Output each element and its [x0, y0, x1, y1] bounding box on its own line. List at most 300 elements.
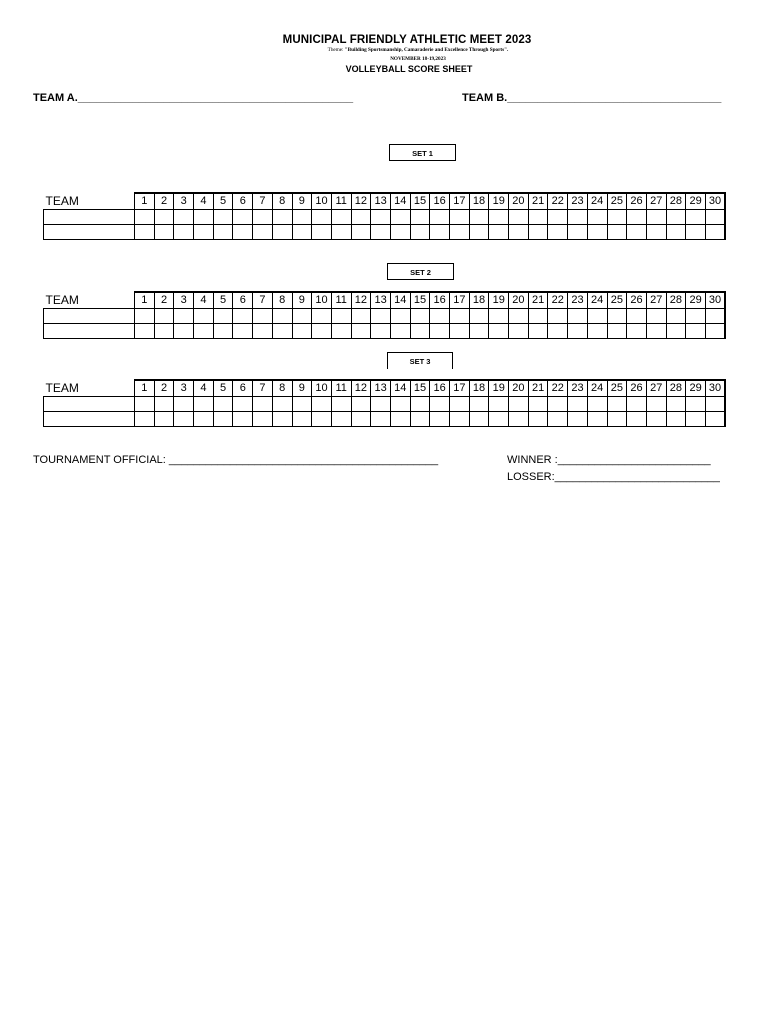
score-cell[interactable]	[371, 309, 391, 324]
tournament-official-field[interactable]: TOURNAMENT OFFICIAL: ____________________________________________	[33, 454, 439, 466]
score-cell[interactable]	[568, 210, 588, 225]
score-cell[interactable]	[548, 397, 568, 412]
score-cell[interactable]	[312, 397, 332, 412]
score-cell[interactable]	[233, 397, 253, 412]
score-column-header: 16	[430, 193, 450, 210]
set-3-label: SET 3	[387, 352, 453, 369]
score-column-header: 19	[489, 292, 509, 309]
set-1-label: SET 1	[389, 144, 456, 161]
score-cell[interactable]	[174, 324, 194, 339]
theme-text: "Building Sportsmanship, Camaraderie and Excellence Through Sports".	[344, 47, 509, 53]
score-cell[interactable]	[587, 210, 607, 225]
score-cell[interactable]	[509, 210, 529, 225]
score-column-header: 22	[548, 292, 568, 309]
score-cell[interactable]	[528, 225, 548, 240]
score-cell[interactable]	[548, 324, 568, 339]
score-cell[interactable]	[568, 412, 588, 427]
score-column-header: 5	[213, 193, 233, 210]
score-column-header: 3	[174, 380, 194, 397]
score-cell[interactable]	[154, 210, 174, 225]
team-score-row	[44, 225, 726, 240]
team-name-cell[interactable]	[44, 225, 135, 240]
score-cell[interactable]	[548, 309, 568, 324]
score-cell[interactable]	[430, 324, 450, 339]
score-cell[interactable]	[331, 412, 351, 427]
score-cell[interactable]	[194, 397, 214, 412]
score-cell[interactable]	[312, 324, 332, 339]
set-2-label: SET 2	[387, 263, 454, 280]
score-cell[interactable]	[450, 397, 470, 412]
score-column-header: 15	[410, 193, 430, 210]
score-column-header: 28	[666, 193, 686, 210]
score-column-header: 2	[154, 380, 174, 397]
score-cell[interactable]	[371, 210, 391, 225]
score-column-header: 1	[135, 292, 155, 309]
score-cell[interactable]	[607, 412, 627, 427]
score-column-header: 13	[371, 380, 391, 397]
score-cell[interactable]	[194, 309, 214, 324]
score-cell[interactable]	[371, 412, 391, 427]
score-cell[interactable]	[390, 210, 410, 225]
score-column-header: 18	[469, 380, 489, 397]
score-cell[interactable]	[410, 210, 430, 225]
score-cell[interactable]	[509, 397, 529, 412]
score-cell[interactable]	[135, 309, 155, 324]
score-column-header: 8	[272, 292, 292, 309]
score-cell[interactable]	[450, 412, 470, 427]
score-column-header: 8	[272, 380, 292, 397]
score-column-header: 17	[450, 292, 470, 309]
score-cell[interactable]	[430, 397, 450, 412]
score-cell[interactable]	[312, 210, 332, 225]
score-column-header: 30	[705, 380, 725, 397]
score-cell[interactable]	[686, 309, 706, 324]
score-cell[interactable]	[686, 210, 706, 225]
score-cell[interactable]	[587, 309, 607, 324]
team-score-row	[44, 397, 726, 412]
score-column-header: 28	[666, 380, 686, 397]
score-column-header: 29	[686, 292, 706, 309]
score-cell[interactable]	[450, 309, 470, 324]
score-cell[interactable]	[312, 412, 332, 427]
score-column-header: 20	[509, 380, 529, 397]
score-cell[interactable]	[135, 412, 155, 427]
score-cell[interactable]	[174, 225, 194, 240]
score-cell[interactable]	[371, 225, 391, 240]
score-column-header: 21	[528, 193, 548, 210]
score-cell[interactable]	[292, 412, 312, 427]
score-cell[interactable]	[253, 225, 273, 240]
score-cell[interactable]	[450, 210, 470, 225]
score-cell[interactable]	[154, 412, 174, 427]
team-name-cell[interactable]	[44, 397, 135, 412]
theme-label: Theme:	[327, 47, 345, 53]
score-cell[interactable]	[528, 412, 548, 427]
score-cell[interactable]	[312, 225, 332, 240]
score-column-header: 20	[509, 292, 529, 309]
score-cell[interactable]	[607, 210, 627, 225]
score-cell[interactable]	[390, 412, 410, 427]
score-cell[interactable]	[469, 397, 489, 412]
score-cell[interactable]	[213, 412, 233, 427]
score-cell[interactable]	[135, 397, 155, 412]
sheet-subtitle: VOLLEYBALL SCORE SHEET	[345, 64, 473, 74]
score-column-header: 6	[233, 380, 253, 397]
score-column-header: 16	[430, 380, 450, 397]
score-column-header: 17	[450, 193, 470, 210]
score-cell[interactable]	[686, 324, 706, 339]
score-column-header: 5	[213, 380, 233, 397]
score-column-header: 19	[489, 380, 509, 397]
score-cell[interactable]	[666, 412, 686, 427]
score-column-header: 6	[233, 292, 253, 309]
score-cell[interactable]	[174, 397, 194, 412]
score-column-header: 23	[568, 292, 588, 309]
score-column-header: 4	[194, 380, 214, 397]
score-column-header: 30	[705, 292, 725, 309]
score-column-header: 11	[331, 292, 351, 309]
score-column-header: 26	[627, 380, 647, 397]
score-cell[interactable]	[312, 309, 332, 324]
score-column-header: 22	[548, 193, 568, 210]
team-score-row	[44, 412, 726, 427]
score-cell[interactable]	[587, 324, 607, 339]
score-column-header: 2	[154, 292, 174, 309]
score-cell[interactable]	[666, 309, 686, 324]
score-column-header: 10	[312, 380, 332, 397]
score-column-header: 21	[528, 380, 548, 397]
score-cell[interactable]	[213, 225, 233, 240]
score-column-header: 2	[154, 193, 174, 210]
score-column-header: 13	[371, 292, 391, 309]
score-cell[interactable]	[469, 324, 489, 339]
score-column-header: 15	[410, 380, 430, 397]
score-cell[interactable]	[331, 309, 351, 324]
score-cell[interactable]	[489, 225, 509, 240]
team-name-cell[interactable]	[44, 412, 135, 427]
score-column-header: 10	[312, 292, 332, 309]
team-name-cell[interactable]	[44, 324, 135, 339]
score-cell[interactable]	[568, 309, 588, 324]
score-column-header: 25	[607, 380, 627, 397]
score-cell[interactable]	[194, 412, 214, 427]
score-cell[interactable]	[627, 210, 647, 225]
score-column-header: 24	[587, 193, 607, 210]
score-cell[interactable]	[509, 309, 529, 324]
score-column-header: 4	[194, 193, 214, 210]
score-cell[interactable]	[390, 225, 410, 240]
score-cell[interactable]	[135, 324, 155, 339]
score-cell[interactable]	[646, 309, 666, 324]
score-cell[interactable]	[272, 225, 292, 240]
score-column-header: 24	[587, 380, 607, 397]
score-cell[interactable]	[528, 324, 548, 339]
score-cell[interactable]	[154, 225, 174, 240]
score-cell[interactable]	[390, 397, 410, 412]
score-cell[interactable]	[627, 324, 647, 339]
score-cell[interactable]	[450, 324, 470, 339]
score-column-header: 1	[135, 380, 155, 397]
score-cell[interactable]	[686, 225, 706, 240]
sheet-title: MUNICIPAL FRIENDLY ATHLETIC MEET 2023	[282, 34, 532, 46]
score-cell[interactable]	[292, 324, 312, 339]
score-cell[interactable]	[509, 324, 529, 339]
score-cell[interactable]	[548, 225, 568, 240]
score-cell[interactable]	[174, 210, 194, 225]
score-cell[interactable]	[587, 225, 607, 240]
score-cell[interactable]	[410, 324, 430, 339]
score-cell[interactable]	[469, 210, 489, 225]
score-cell[interactable]	[351, 225, 371, 240]
score-cell[interactable]	[292, 397, 312, 412]
score-cell[interactable]	[509, 412, 529, 427]
score-cell[interactable]	[351, 210, 371, 225]
score-cell[interactable]	[213, 397, 233, 412]
score-cell[interactable]	[568, 397, 588, 412]
score-cell[interactable]	[154, 397, 174, 412]
score-cell[interactable]	[666, 225, 686, 240]
score-cell[interactable]	[253, 324, 273, 339]
score-column-header: 24	[587, 292, 607, 309]
score-cell[interactable]	[154, 324, 174, 339]
score-cell[interactable]	[410, 225, 430, 240]
score-cell[interactable]	[272, 309, 292, 324]
team-column-header: TEAM	[44, 193, 135, 210]
score-cell[interactable]	[272, 412, 292, 427]
score-column-header: 5	[213, 292, 233, 309]
score-cell[interactable]	[607, 324, 627, 339]
score-column-header: 25	[607, 193, 627, 210]
score-column-header: 26	[627, 193, 647, 210]
score-cell[interactable]	[233, 309, 253, 324]
score-cell[interactable]	[548, 412, 568, 427]
score-cell[interactable]	[331, 324, 351, 339]
team-column-header: TEAM	[44, 292, 135, 309]
score-column-header: 14	[390, 292, 410, 309]
team-name-cell[interactable]	[44, 210, 135, 225]
score-cell[interactable]	[450, 225, 470, 240]
score-cell[interactable]	[686, 397, 706, 412]
score-column-header: 9	[292, 193, 312, 210]
score-cell[interactable]	[253, 412, 273, 427]
score-cell[interactable]	[646, 324, 666, 339]
score-column-header: 27	[646, 193, 666, 210]
score-cell[interactable]	[194, 210, 214, 225]
score-column-header: 29	[686, 193, 706, 210]
score-cell[interactable]	[213, 210, 233, 225]
score-column-header: 26	[627, 292, 647, 309]
score-cell[interactable]	[410, 309, 430, 324]
score-cell[interactable]	[646, 210, 666, 225]
score-cell[interactable]	[351, 412, 371, 427]
score-cell[interactable]	[154, 309, 174, 324]
score-cell[interactable]	[135, 210, 155, 225]
team-score-row	[44, 210, 726, 225]
score-cell[interactable]	[233, 412, 253, 427]
score-cell[interactable]	[587, 397, 607, 412]
score-column-header: 11	[331, 380, 351, 397]
score-cell[interactable]	[607, 225, 627, 240]
score-column-header: 18	[469, 193, 489, 210]
score-cell[interactable]	[351, 309, 371, 324]
score-column-header: 4	[194, 292, 214, 309]
score-cell[interactable]	[233, 225, 253, 240]
score-cell[interactable]	[272, 324, 292, 339]
score-cell[interactable]	[233, 324, 253, 339]
score-column-header: 12	[351, 193, 371, 210]
score-cell[interactable]	[430, 412, 450, 427]
score-column-header: 17	[450, 380, 470, 397]
winner-field[interactable]: WINNER :_________________________	[507, 454, 711, 466]
loser-field[interactable]: LOSSER:___________________________	[507, 471, 720, 483]
score-cell[interactable]	[568, 225, 588, 240]
score-cell[interactable]	[607, 309, 627, 324]
score-cell[interactable]	[292, 210, 312, 225]
score-column-header: 21	[528, 292, 548, 309]
score-column-header: 23	[568, 380, 588, 397]
score-column-header: 18	[469, 292, 489, 309]
score-cell[interactable]	[331, 225, 351, 240]
score-cell[interactable]	[627, 309, 647, 324]
score-cell[interactable]	[194, 225, 214, 240]
score-cell[interactable]	[686, 412, 706, 427]
score-column-header: 23	[568, 193, 588, 210]
score-cell[interactable]	[194, 324, 214, 339]
score-cell[interactable]	[272, 210, 292, 225]
score-cell[interactable]	[646, 225, 666, 240]
score-cell[interactable]	[705, 397, 725, 412]
team-name-cell[interactable]	[44, 309, 135, 324]
team-column-header: TEAM	[44, 380, 135, 397]
score-column-header: 12	[351, 292, 371, 309]
score-cell[interactable]	[528, 309, 548, 324]
score-cell[interactable]	[410, 412, 430, 427]
score-cell[interactable]	[489, 397, 509, 412]
score-column-header: 6	[233, 193, 253, 210]
score-column-header: 19	[489, 193, 509, 210]
score-cell[interactable]	[646, 397, 666, 412]
score-cell[interactable]	[469, 309, 489, 324]
score-cell[interactable]	[135, 225, 155, 240]
score-cell[interactable]	[528, 397, 548, 412]
score-cell[interactable]	[705, 412, 725, 427]
score-column-header: 13	[371, 193, 391, 210]
score-cell[interactable]	[509, 225, 529, 240]
score-cell[interactable]	[272, 397, 292, 412]
score-cell[interactable]	[646, 412, 666, 427]
team-score-row	[44, 324, 726, 339]
score-cell[interactable]	[331, 397, 351, 412]
team-a-field[interactable]: TEAM A._____________________________________________	[33, 92, 354, 104]
score-cell[interactable]	[489, 324, 509, 339]
score-column-header: 9	[292, 380, 312, 397]
score-column-header: 8	[272, 193, 292, 210]
score-cell[interactable]	[331, 210, 351, 225]
score-cell[interactable]	[371, 397, 391, 412]
score-cell[interactable]	[410, 397, 430, 412]
score-column-header: 11	[331, 193, 351, 210]
team-score-row	[44, 309, 726, 324]
score-column-header: 20	[509, 193, 529, 210]
score-cell[interactable]	[213, 309, 233, 324]
score-cell[interactable]	[469, 412, 489, 427]
score-column-header: 9	[292, 292, 312, 309]
score-column-header: 3	[174, 292, 194, 309]
score-column-header: 3	[174, 193, 194, 210]
score-column-header: 27	[646, 292, 666, 309]
team-b-field[interactable]: TEAM B.___________________________________	[462, 92, 722, 104]
score-cell[interactable]	[607, 397, 627, 412]
score-column-header: 30	[705, 193, 725, 210]
score-column-header: 14	[390, 193, 410, 210]
score-cell[interactable]	[292, 225, 312, 240]
score-column-header: 25	[607, 292, 627, 309]
score-cell[interactable]	[371, 324, 391, 339]
score-cell[interactable]	[587, 412, 607, 427]
score-cell[interactable]	[253, 210, 273, 225]
score-column-header: 22	[548, 380, 568, 397]
score-cell[interactable]	[253, 397, 273, 412]
event-date: NOVEMBER 18-19,2023	[390, 56, 446, 62]
score-cell[interactable]	[390, 324, 410, 339]
score-cell[interactable]	[292, 309, 312, 324]
score-cell[interactable]	[627, 412, 647, 427]
score-column-header: 12	[351, 380, 371, 397]
score-cell[interactable]	[666, 210, 686, 225]
score-cell[interactable]	[489, 210, 509, 225]
score-cell[interactable]	[627, 225, 647, 240]
set-1-grid	[43, 192, 726, 240]
score-cell[interactable]	[430, 309, 450, 324]
score-cell[interactable]	[528, 210, 548, 225]
score-column-header: 7	[253, 292, 273, 309]
score-column-header: 7	[253, 193, 273, 210]
score-column-header: 27	[646, 380, 666, 397]
theme-line	[0, 47, 768, 53]
score-cell[interactable]	[351, 397, 371, 412]
score-column-header: 7	[253, 380, 273, 397]
score-cell[interactable]	[489, 412, 509, 427]
score-column-header: 10	[312, 193, 332, 210]
score-cell[interactable]	[469, 225, 489, 240]
score-cell[interactable]	[351, 324, 371, 339]
score-cell[interactable]	[253, 309, 273, 324]
score-cell[interactable]	[430, 210, 450, 225]
score-cell[interactable]	[174, 309, 194, 324]
score-cell[interactable]	[627, 397, 647, 412]
score-cell[interactable]	[390, 309, 410, 324]
score-cell[interactable]	[489, 309, 509, 324]
score-cell[interactable]	[705, 309, 725, 324]
set-3-grid	[43, 379, 726, 427]
score-column-header: 29	[686, 380, 706, 397]
score-cell[interactable]	[430, 225, 450, 240]
score-cell[interactable]	[666, 397, 686, 412]
score-cell[interactable]	[705, 225, 725, 240]
score-cell[interactable]	[568, 324, 588, 339]
score-cell[interactable]	[174, 412, 194, 427]
score-column-header: 16	[430, 292, 450, 309]
score-cell[interactable]	[666, 324, 686, 339]
score-cell[interactable]	[233, 210, 253, 225]
score-cell[interactable]	[213, 324, 233, 339]
score-cell[interactable]	[548, 210, 568, 225]
set-2-grid	[43, 291, 726, 339]
score-column-header: 28	[666, 292, 686, 309]
score-cell[interactable]	[705, 210, 725, 225]
score-cell[interactable]	[705, 324, 725, 339]
score-column-header: 14	[390, 380, 410, 397]
